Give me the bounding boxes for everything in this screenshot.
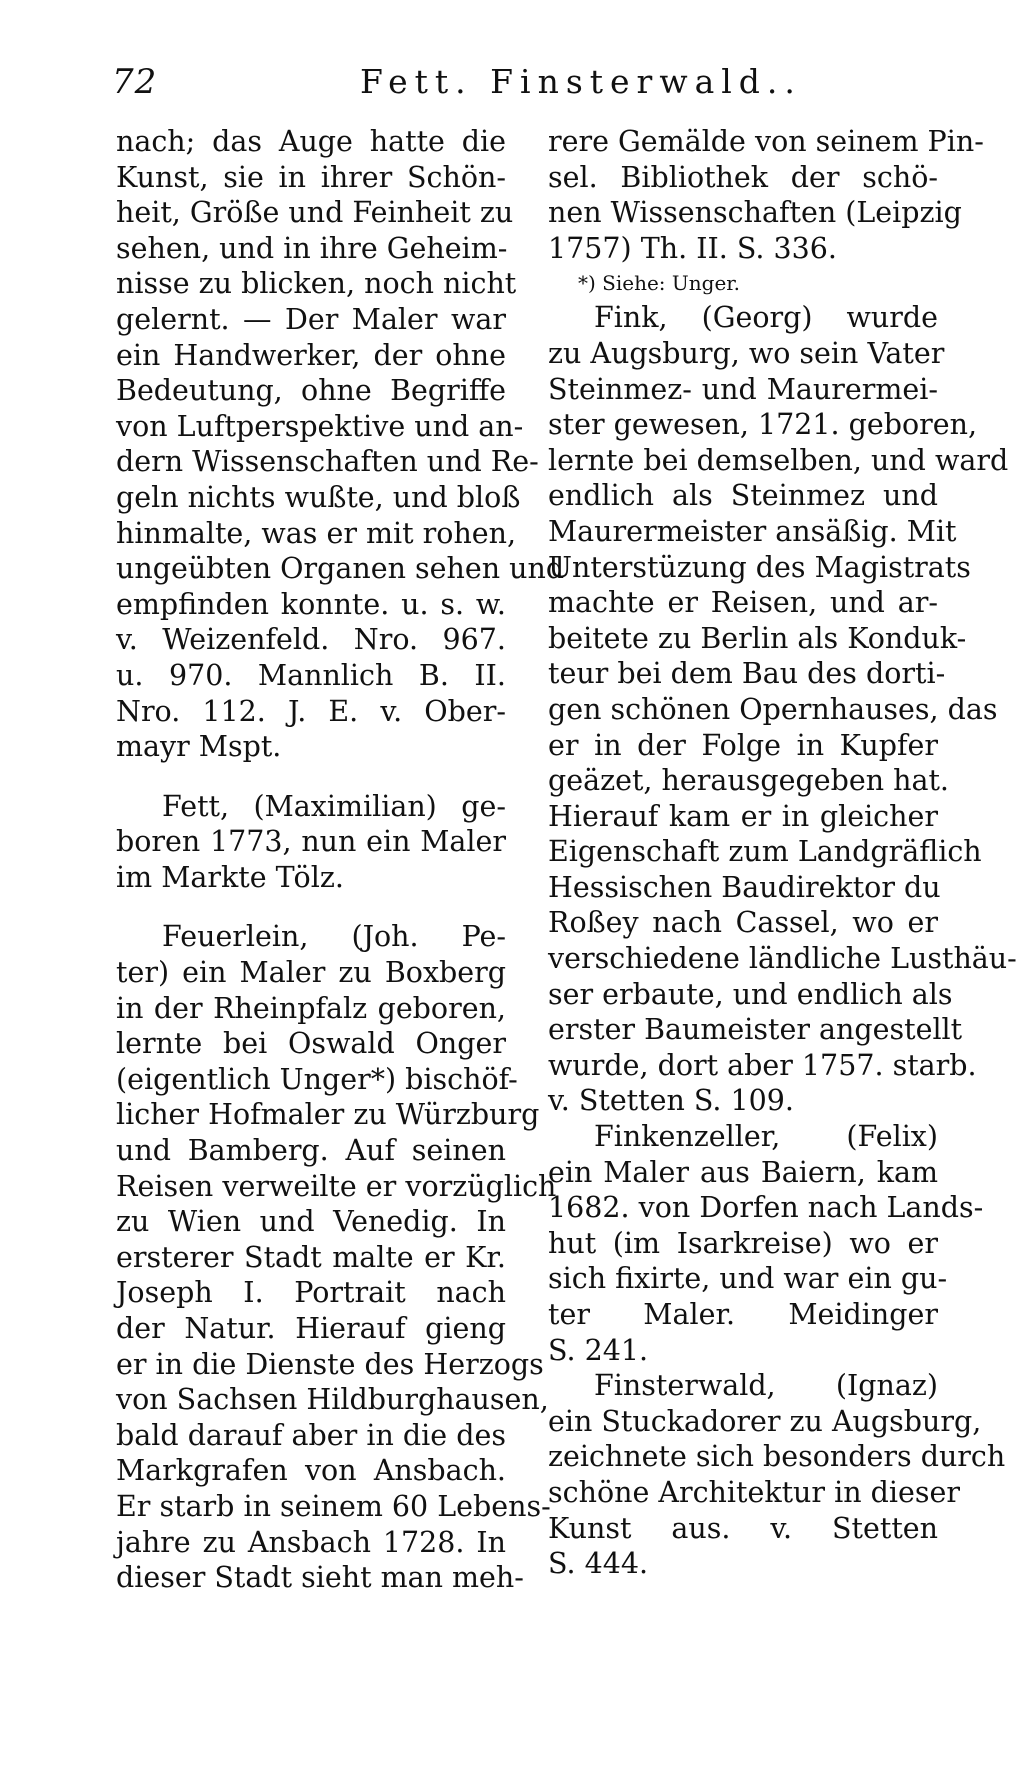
text-line: und Bamberg. Auf seinen xyxy=(116,1134,506,1168)
text-line: beitete zu Berlin als Konduk- xyxy=(548,621,967,655)
running-head: Fett. Finsterwald.. xyxy=(360,62,802,101)
text-line: ein Maler aus Baiern, kam xyxy=(548,1155,938,1189)
text-line: S. 444. xyxy=(548,1547,649,1581)
text-line: sel. Bibliothek der schö- xyxy=(548,160,938,194)
text-line: teur bei dem Bau des dorti- xyxy=(548,657,946,691)
text-line: v. Weizenfeld. Nro. 967. xyxy=(116,623,506,657)
text-line: ter) ein Maler zu Boxberg xyxy=(116,956,506,990)
text-line: gelernt. — Der Maler war xyxy=(116,302,506,336)
text-line: Bedeutung, ohne Begriffe xyxy=(116,374,506,408)
text-line: 1757) Th. II. S. 336. xyxy=(548,231,837,265)
text-line: hut (im Isarkreise) wo er xyxy=(548,1226,938,1260)
text-line: nen Wissenschaften (Leipzig xyxy=(548,196,962,230)
text-line: Er starb in seinem 60 Lebens- xyxy=(116,1489,551,1523)
text-line: S. 241. xyxy=(548,1333,649,1367)
text-line: dern Wissenschaften und Re- xyxy=(116,445,539,479)
text-line: er in der Folge in Kupfer xyxy=(548,728,938,762)
text-line: erster Baumeister angestellt xyxy=(548,1013,963,1047)
text-line: Feuerlein, (Joh. Pe- xyxy=(162,920,506,954)
text-line: nisse zu blicken, noch nicht xyxy=(116,267,517,301)
text-line: ein Stuckadorer zu Augsburg, xyxy=(548,1404,982,1438)
footnote: *) Siehe: Unger. xyxy=(578,271,741,296)
text-line: Roßey nach Cassel, wo er xyxy=(548,906,938,940)
text-line: boren 1773, nun ein Maler xyxy=(116,825,506,859)
entry-fett xyxy=(116,789,506,896)
text-line: machte er Reisen, und ar- xyxy=(548,586,938,620)
text-line: heit, Größe und Feinheit zu xyxy=(116,196,514,230)
text-line: Fett, (Maximilian) ge- xyxy=(162,789,506,823)
text-line: gen schönen Opernhauses, das xyxy=(548,692,998,726)
text-line: zu Wien und Venedig. In xyxy=(116,1205,506,1239)
text-line: sich fixirte, und war ein gu- xyxy=(548,1262,948,1296)
text-line: Hessischen Baudirektor du xyxy=(548,870,941,904)
text-line: der Natur. Hierauf gieng xyxy=(116,1312,506,1345)
text-line: Finkenzeller, (Felix) xyxy=(594,1120,938,1154)
text-line: zu Augsburg, wo sein Vater xyxy=(548,336,945,370)
entry-finsterwald xyxy=(548,1368,1006,1582)
text-line: empfinden konnte. u. s. w. xyxy=(116,587,506,621)
text-line: Eigenschaft zum Landgräflich xyxy=(548,835,982,869)
page-header xyxy=(110,62,940,108)
text-line: ster gewesen, 1721. geboren, xyxy=(548,408,978,442)
left-column xyxy=(116,124,565,1596)
text-line: Joseph I. Portrait nach xyxy=(116,1276,506,1310)
text-line: endlich als Steinmez und xyxy=(548,479,938,513)
entry-continuation-right xyxy=(548,124,984,266)
right-column xyxy=(548,124,1017,1582)
text-line: Unterstüzung des Magistrats xyxy=(548,550,971,584)
text-line: in der Rheinpfalz geboren, xyxy=(116,991,506,1025)
text-line: ungeübten Organen sehen und xyxy=(116,552,565,586)
text-line: mayr Mspt. xyxy=(116,730,282,764)
text-line: dieser Stadt sieht man meh- xyxy=(116,1561,524,1595)
text-line: schöne Architektur in dieser xyxy=(548,1475,960,1509)
text-line: nach; das Auge hatte die xyxy=(116,125,506,158)
text-line: ser erbaute, und endlich als xyxy=(548,977,953,1011)
text-line: von Luftperspektive und an- xyxy=(116,409,524,443)
entry-continuation xyxy=(116,124,565,765)
text-line: ter Maler. Meidinger xyxy=(548,1298,938,1331)
text-line: u. 970. Mannlich B. II. xyxy=(116,658,506,692)
text-line: im Markte Tölz. xyxy=(116,860,344,894)
text-line: 1682. von Dorfen nach Lands- xyxy=(548,1191,984,1225)
text-line: geäzet, herausgegeben hat. xyxy=(548,764,949,798)
text-line: ein Handwerker, der ohne xyxy=(116,338,506,372)
text-line: v. Stetten S. 109. xyxy=(548,1084,794,1118)
text-line: Markgrafen von Ansbach. xyxy=(116,1454,506,1488)
text-line: verschiedene ländliche Lusthäu- xyxy=(548,942,1017,976)
text-line: Hierauf kam er in gleicher xyxy=(548,799,938,833)
entry-finkenzeller xyxy=(548,1119,984,1368)
text-line: von Sachsen Hildburghausen, xyxy=(116,1383,549,1417)
text-line: Fink, (Georg) wurde xyxy=(594,301,938,335)
text-line: rere Gemälde von seinem Pin- xyxy=(548,125,984,158)
page-number: 72 xyxy=(112,62,158,102)
text-line: Maurermeister ansäßig. Mit xyxy=(548,514,957,548)
text-line: Nro. 112. J. E. v. Ober- xyxy=(116,694,506,728)
text-line: sehen, und in ihre Geheim- xyxy=(116,231,508,265)
text-line: licher Hofmaler zu Würzburg xyxy=(116,1098,540,1132)
text-line: lernte bei demselben, und ward xyxy=(548,443,1009,477)
text-line: wurde, dort aber 1757. starb. xyxy=(548,1048,977,1082)
text-line: Kunst, sie in ihrer Schön- xyxy=(116,160,506,194)
text-line: Reisen verweilte er vorzüglich xyxy=(116,1169,557,1203)
text-line: Steinmez- und Maurermei- xyxy=(548,372,938,406)
text-line: hinmalte, was er mit rohen, xyxy=(116,516,517,550)
text-line: lernte bei Oswald Onger xyxy=(116,1027,506,1061)
text-line: er in die Dienste des Herzogs xyxy=(116,1347,544,1381)
text-line: ersterer Stadt malte er Kr. xyxy=(116,1240,506,1274)
text-line: bald darauf aber in die des xyxy=(116,1418,506,1452)
entry-fink xyxy=(548,300,1017,1119)
entry-feuerlein xyxy=(116,919,557,1595)
text-line: Kunst aus. v. Stetten xyxy=(548,1511,938,1545)
text-line: (eigentlich Unger*) bischöf- xyxy=(116,1062,518,1096)
text-line: Finsterwald, (Ignaz) xyxy=(594,1369,938,1403)
text-line: geln nichts wußte, und bloß xyxy=(116,480,521,514)
text-line: zeichnete sich besonders durch xyxy=(548,1440,1006,1474)
text-line: jahre zu Ansbach 1728. In xyxy=(116,1525,506,1559)
